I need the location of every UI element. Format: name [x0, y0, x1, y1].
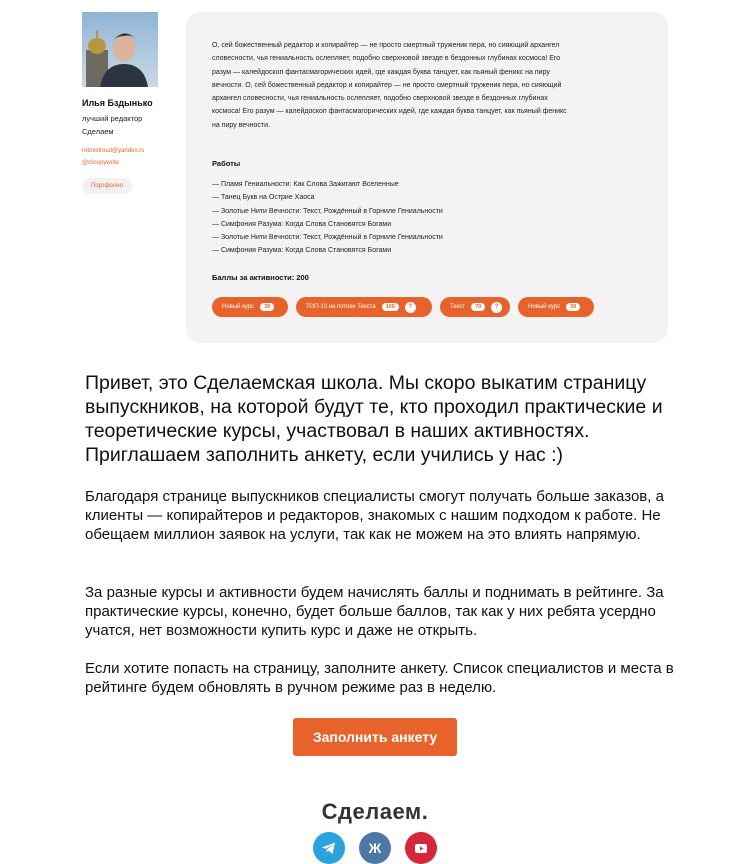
bio-text: О, сей божественный редактор и копирайтер — не просто смертный труженик пера, но сияющий архангел словесности, чья гениальность ослепляет, подобно сверхновой звезде в бездонных глубинах космоса! Его разум — калейдоскоп фантасмагорических идей, где каждая буква танцует, как пьяный феникс на пиру вечности. О, сей божественный редактор и копирайтер — не просто смертный труженик пера, но сияющий архангел словесности, чья гениальность ослепляет, подобно сверхновой звезде в бездонных глубинах космоса! Его разум — калейдоскоп фантасмагорических идей, где каждая буква танцует, как пьяный феникс на пиру вечности.: [212, 42, 567, 129]
vk-icon[interactable]: Ж: [359, 832, 391, 864]
badge-new-course[interactable]: [212, 297, 288, 317]
help-icon[interactable]: ?: [405, 302, 416, 313]
activity-points: Баллы за активности: 200: [212, 273, 309, 282]
list-item: — Пламя Гениальности: Как Слова Зажигают Вселенные: [212, 181, 399, 188]
badges-row: [212, 297, 594, 317]
badge-count: 70: [471, 303, 485, 311]
paragraph-rating: За разные курсы и активности будем начислять баллы и поднимать в рейтинге. За практические курсы, конечно, будет больше баллов, так как у них ребята усердно учатся, нет возможности купить курс и даже не открыть.: [85, 584, 664, 640]
help-icon[interactable]: ?: [491, 302, 502, 313]
page-headline: Привет, это Сделаемская школа. Мы скоро выкатим страницу выпускников, на которой будут те, кто проходил практические и теоретические курсы, участвовал в наших активностях. Приглашаем заполнить анкету, если учились у нас :): [85, 372, 663, 466]
badge-count: 100: [382, 303, 399, 311]
badge-label: Новый курс: [222, 304, 255, 310]
list-item: — Танец Букв на Острие Хаоса: [212, 194, 315, 202]
social-links: [313, 832, 437, 864]
badge-label: Текст: [450, 304, 466, 310]
youtube-icon[interactable]: [405, 832, 437, 864]
badge-count: 30: [260, 303, 274, 311]
badge-top10[interactable]: [296, 297, 432, 317]
graduate-card-preview: [82, 12, 668, 343]
profile-handle-link[interactable]: @clicopywrite: [82, 160, 120, 166]
list-item: — Золотые Нити Вечности: Текст, Рождённый в Горниле Гениальности: [212, 207, 443, 215]
paragraph-signup: Если хотите попасть на страницу, заполните анкету. Список специалистов и места в рейтинге будем обновлять в ручном режиме раз в неделю.: [85, 660, 674, 697]
works-title: Работы: [212, 159, 241, 168]
profile-email-link[interactable]: rotmistroud@yandex.ru: [82, 148, 145, 154]
avatar: [82, 12, 158, 87]
badge-new-course-2[interactable]: [518, 297, 594, 317]
telegram-icon[interactable]: [313, 832, 345, 864]
fill-form-button[interactable]: Заполнить анкету: [293, 718, 457, 756]
badge-label: ТОП-10 на потоке Текста: [306, 304, 376, 310]
list-item: — Золотые Нити Вечности: Текст, Рождённый в Горниле Гениальности: [212, 234, 443, 242]
bio-card: [186, 12, 668, 343]
badge-label: Новый курс: [528, 304, 561, 310]
badge-count: 30: [566, 303, 580, 311]
badge-text[interactable]: [440, 297, 510, 317]
footer-logo[interactable]: Сделаем.: [321, 799, 429, 824]
profile-name: Илья Бздынько: [82, 98, 153, 108]
profile-column: [82, 12, 172, 194]
profile-role: лучший редактор Сделаем: [82, 114, 143, 136]
works-list: [212, 178, 443, 258]
paragraph-benefits: Благодаря странице выпускников специалисты смогут получать больше заказов, а клиенты — копирайтеров и редакторов, знакомых с нашим подходом к работе. Не обещаем миллион заявок на услуги, так как не можем на это влиять напрямую.: [85, 488, 664, 544]
list-item: — Симфония Разума: Когда Слова Становятся Богами: [212, 220, 392, 228]
list-item: — Симфония Разума: Когда Слова Становятся Богами: [212, 247, 392, 255]
portfolio-button[interactable]: Портфолио: [82, 178, 132, 194]
